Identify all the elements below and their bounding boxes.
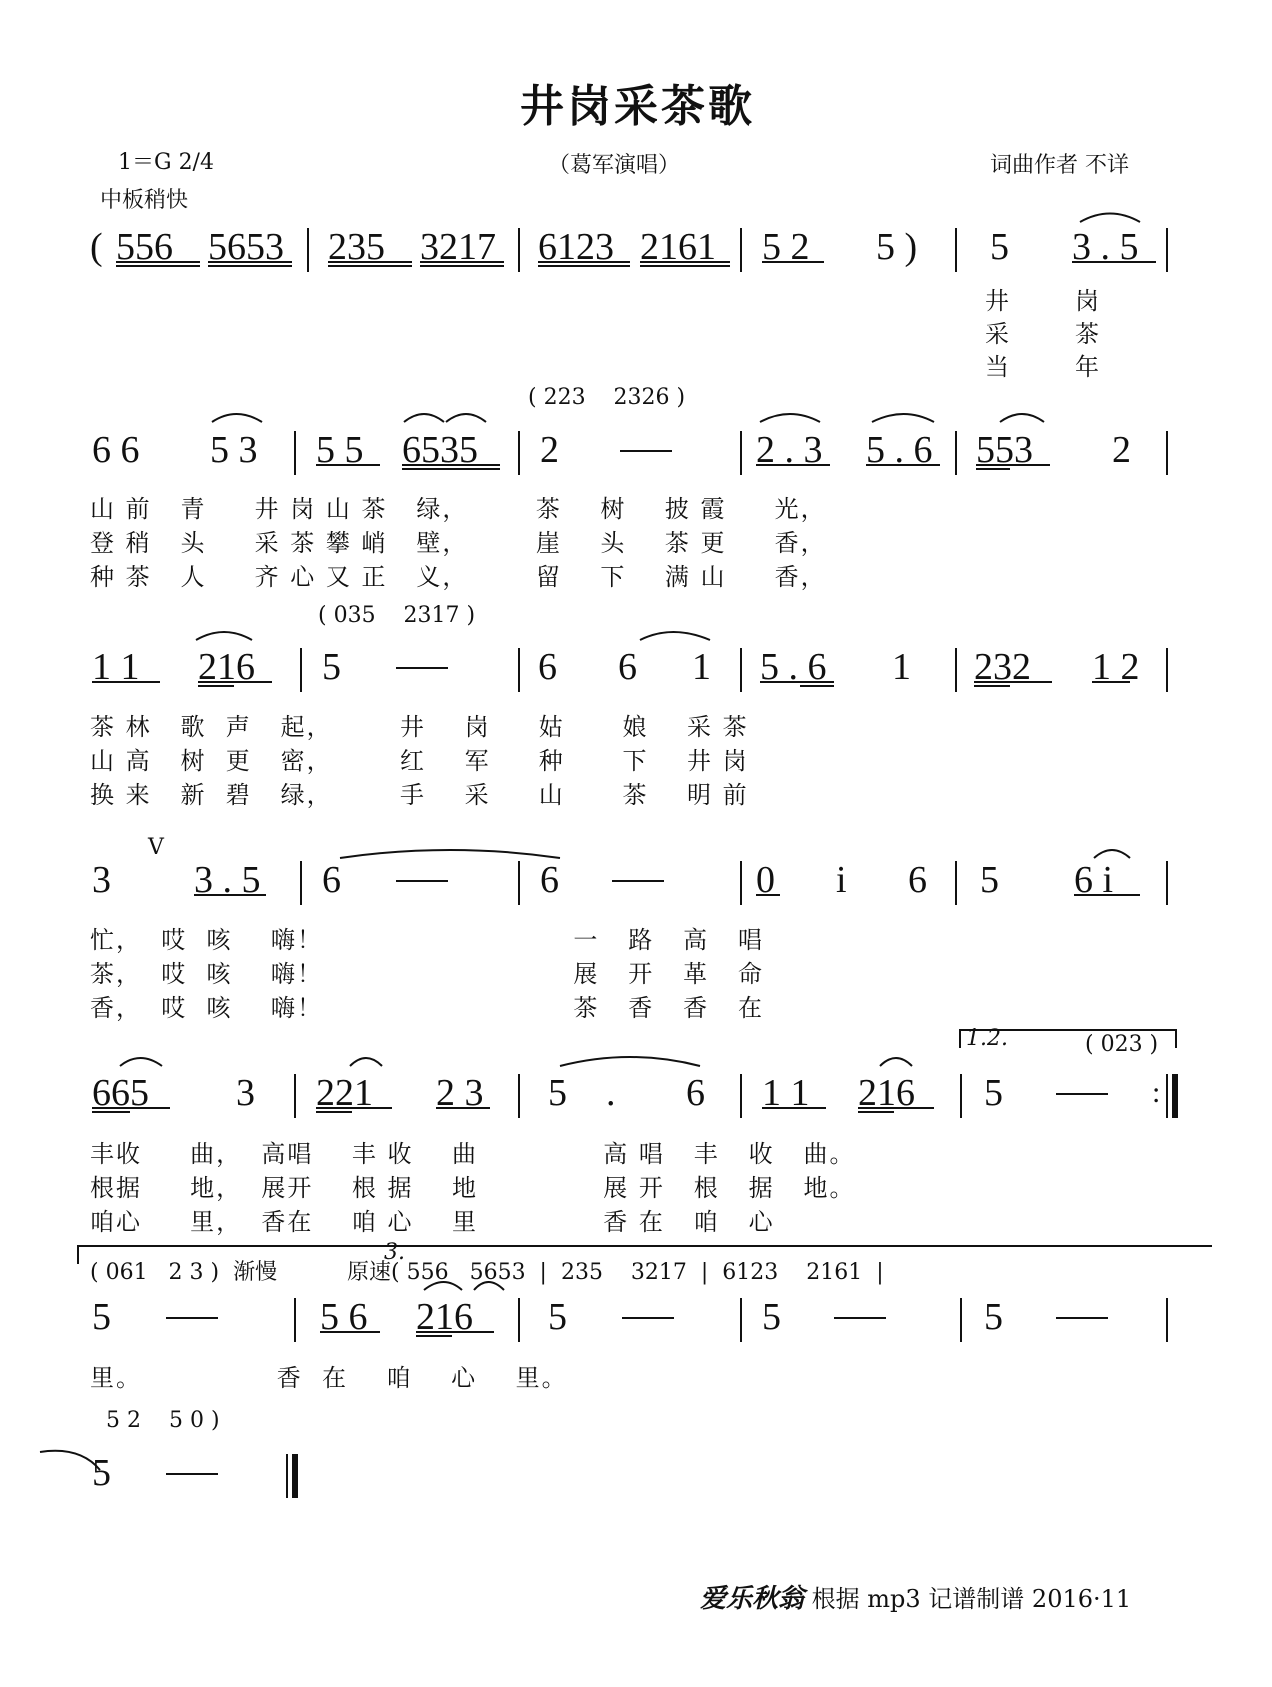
bar-line-thick <box>1172 1074 1178 1118</box>
note-group: 2 <box>540 429 559 471</box>
lyric-line: 根据 地， 展开 根 据 地 展 开 根 据 地。 <box>90 1174 856 1202</box>
bar-line <box>955 228 957 272</box>
note-group: 6 6 <box>92 429 140 471</box>
bar-line <box>1166 1074 1168 1118</box>
lyric-line: 当 年 <box>985 353 1101 381</box>
bar-line <box>518 1298 520 1342</box>
note-group: 5 . 6 <box>760 646 827 688</box>
note-group: 5653 <box>208 226 284 268</box>
dash-sustain <box>622 1317 674 1319</box>
note-group: 6 <box>540 859 559 901</box>
credits: 词曲作者 不详 <box>990 153 1129 178</box>
note-group: 1 1 <box>92 646 140 688</box>
note-group: 5 <box>322 646 341 688</box>
lyric-line: 山 高 树 更 密， 红 军 种 下 井 岗 <box>90 747 749 775</box>
lyric-line: 香， 哎 咳 嗨！ 茶 香 香 在 <box>90 994 765 1022</box>
stave-row-7 <box>0 1448 1272 1508</box>
bar-line <box>1166 228 1168 272</box>
note-group: 5 6 <box>320 1296 368 1338</box>
lyric-line: 种 茶 人 齐 心 又 正 义， 留 下 满 山 香， <box>90 563 827 591</box>
dash-sustain <box>612 880 664 882</box>
bar-line <box>955 648 957 692</box>
dash-sustain <box>834 1317 886 1319</box>
note-group: 3 . 5 <box>1072 226 1139 268</box>
lyric-line: 换 来 新 碧 绿， 手 采 山 茶 明 前 <box>90 781 749 809</box>
bar-line <box>518 228 520 272</box>
note-group: 2161 <box>640 226 716 268</box>
note-group: 6 <box>686 1072 705 1114</box>
dash-sustain <box>396 880 448 882</box>
note-group: 232 <box>974 646 1031 688</box>
stave-row-5 <box>0 1068 1272 1128</box>
footer-brand: 爱乐秋翁 <box>700 1584 805 1614</box>
note-group: 5 5 <box>316 429 364 471</box>
note-group: 5 <box>990 226 1009 268</box>
note-group: 1 2 <box>1092 646 1140 688</box>
key-signature: 1＝G 2/4 <box>118 150 214 175</box>
bar-line <box>740 648 742 692</box>
note-group: ( <box>90 226 103 268</box>
bar-line <box>740 431 742 475</box>
note-group: 556 <box>116 226 173 268</box>
stave-row-6 <box>0 1292 1272 1352</box>
bar-line <box>955 861 957 905</box>
note-group: 5 ) <box>876 226 918 268</box>
note-group: 6 <box>908 859 927 901</box>
lyric-line: 里。 香 在 咱 心 里。 <box>90 1364 568 1392</box>
note-group: 5 <box>980 859 999 901</box>
lyric-line: 山 前 青 井 岗 山 茶 绿， 茶 树 披 霞 光， <box>90 495 827 523</box>
note-group: 6 <box>322 859 341 901</box>
lyric-line: 丰收 曲， 高唱 丰 收 曲 高 唱 丰 收 曲。 <box>90 1140 856 1168</box>
note-group: 6 <box>538 646 557 688</box>
bar-line <box>300 648 302 692</box>
stave-row-2 <box>0 425 1272 485</box>
note-group: 6 i <box>1074 859 1114 901</box>
instrumental-annotation: ( 223 2326 ) <box>528 385 686 410</box>
bar-line <box>286 1454 288 1498</box>
note-group: 665 <box>92 1072 149 1114</box>
lyric-line: 茶， 哎 咳 嗨！ 展 开 革 命 <box>90 960 765 988</box>
bar-line <box>1166 648 1168 692</box>
volta-bracket-label: 1.2. <box>966 1026 1008 1051</box>
note-group: . <box>606 1072 616 1114</box>
note-group: 5 <box>548 1296 567 1338</box>
note-group: 5 2 <box>762 226 810 268</box>
note-group: 216 <box>198 646 255 688</box>
lyric-line: 井 岗 <box>985 287 1101 315</box>
note-group: 1 1 <box>762 1072 810 1114</box>
note-group: 6 <box>618 646 637 688</box>
bar-line <box>1166 431 1168 475</box>
bar-line <box>740 1298 742 1342</box>
note-group: 3 <box>92 859 111 901</box>
note-group: 5 <box>984 1296 1003 1338</box>
note-group: 1 <box>892 646 911 688</box>
stave-row-4 <box>0 855 1272 915</box>
instrumental-annotation: ( 023 ) <box>1085 1032 1159 1057</box>
note-group: 3 <box>236 1072 255 1114</box>
bar-line <box>740 228 742 272</box>
bar-line <box>300 861 302 905</box>
note-group: 6123 <box>538 226 614 268</box>
note-group: 235 <box>328 226 385 268</box>
lyric-line: 咱心 里， 香在 咱 心 里 香 在 咱 心 <box>90 1208 775 1236</box>
bar-line-thick <box>292 1454 298 1498</box>
repeat-sign: : <box>1152 1076 1161 1109</box>
breath-mark: V <box>148 835 164 860</box>
footer-text: 根据 mp3 记谱制谱 2016·11 <box>811 1585 1132 1613</box>
instrumental-annotation: 5 2 5 0 ) <box>106 1408 220 1433</box>
lyric-line: 茶 林 歌 声 起， 井 岗 姑 娘 采 茶 <box>90 713 749 741</box>
note-group: 5 <box>92 1296 111 1338</box>
note-group: 2 . 3 <box>756 429 823 471</box>
bar-line <box>518 861 520 905</box>
bar-line <box>294 1298 296 1342</box>
volta-bracket-label: 3. <box>384 1240 405 1265</box>
performer: （葛军演唱） <box>548 153 681 178</box>
note-group: 6535 <box>402 429 478 471</box>
bar-line <box>294 431 296 475</box>
note-group: 221 <box>316 1072 373 1114</box>
note-group: 2 3 <box>436 1072 484 1114</box>
note-group: 0 <box>756 859 775 901</box>
note-group: 3 . 5 <box>194 859 261 901</box>
dash-sustain <box>1056 1093 1108 1095</box>
lyric-line: 忙， 哎 咳 嗨！ 一 路 高 唱 <box>90 926 765 954</box>
instrumental-annotation: ( 061 2 3 ) 渐慢 原速( 556 5653 | 235 3217 | 6123 2161 | <box>90 1260 884 1285</box>
note-group: i <box>836 859 847 901</box>
bar-line <box>518 648 520 692</box>
note-group: 5 <box>984 1072 1003 1114</box>
score-title: 井岗采茶歌 <box>520 81 755 132</box>
bar-line <box>740 1074 742 1118</box>
bar-line <box>518 1074 520 1118</box>
bar-line <box>740 861 742 905</box>
bar-line <box>518 431 520 475</box>
note-group: 216 <box>858 1072 915 1114</box>
bar-line <box>1166 1298 1168 1342</box>
bar-line <box>307 228 309 272</box>
bar-line <box>955 431 957 475</box>
bar-line <box>1166 861 1168 905</box>
note-group: 5 <box>762 1296 781 1338</box>
stave-row-3 <box>0 642 1272 702</box>
note-group: 5 . 6 <box>866 429 933 471</box>
note-group: 3217 <box>420 226 496 268</box>
instrumental-annotation: ( 035 2317 ) <box>318 603 476 628</box>
dash-sustain <box>396 667 448 669</box>
note-group: 5 <box>548 1072 567 1114</box>
dash-sustain <box>166 1473 218 1475</box>
bar-line <box>960 1298 962 1342</box>
note-group: 5 <box>92 1452 111 1494</box>
dash-sustain <box>620 450 672 452</box>
lyric-line: 登 稍 头 采 茶 攀 峭 壁， 崖 头 茶 更 香， <box>90 529 827 557</box>
note-group: 2 <box>1112 429 1131 471</box>
note-group: 216 <box>416 1296 473 1338</box>
bar-line <box>294 1074 296 1118</box>
note-group: 553 <box>976 429 1033 471</box>
footer-credit <box>700 1578 1131 1615</box>
note-group: 5 3 <box>210 429 258 471</box>
stave-row-1 <box>0 222 1272 282</box>
bar-line <box>960 1074 962 1118</box>
lyric-line: 采 茶 <box>985 320 1101 348</box>
dash-sustain <box>166 1317 218 1319</box>
tempo-marking: 中板稍快 <box>100 188 189 213</box>
note-group: 1 <box>692 646 711 688</box>
dash-sustain <box>1056 1317 1108 1319</box>
